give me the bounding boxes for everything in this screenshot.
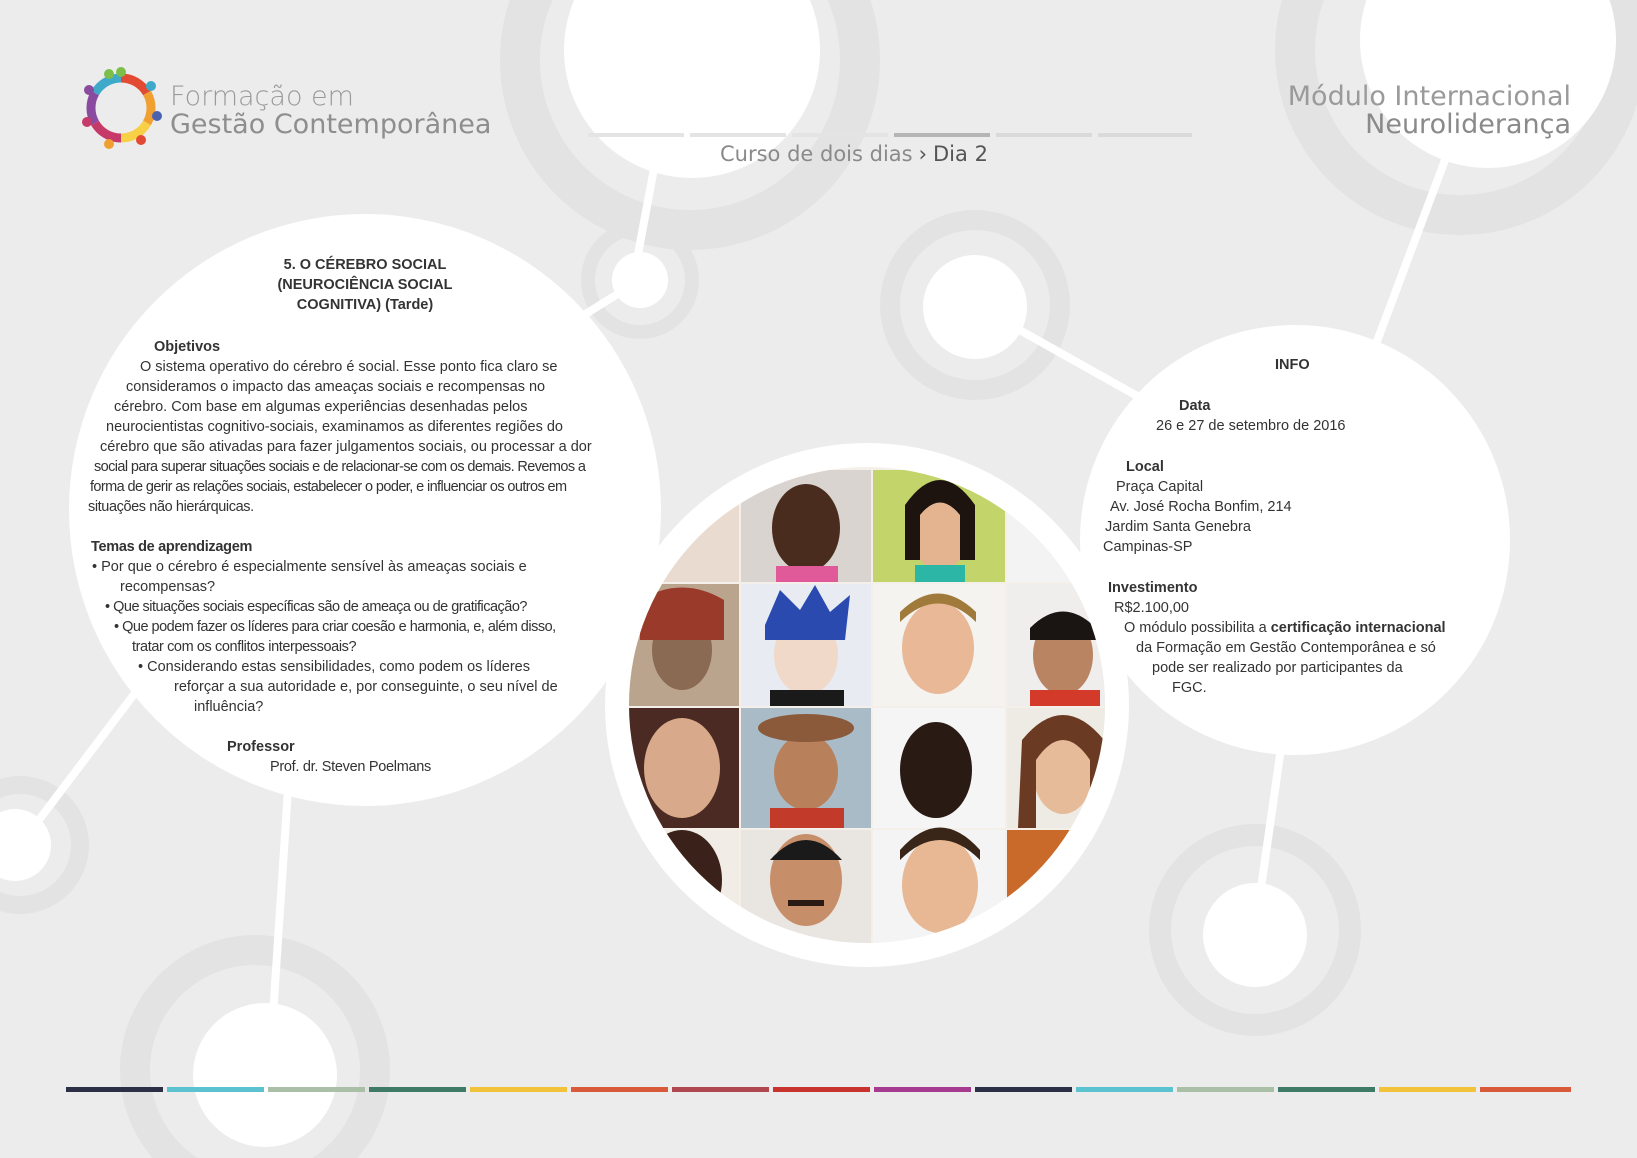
objectives-line: social para superar situações sociais e de relacionar-se com os demais. Revemos a (94, 459, 586, 475)
color-segment (874, 1087, 971, 1092)
topics-line: • Que situações sociais específicas são de ameaça ou de gratificação? (105, 599, 527, 615)
investment-value: R$2.100,00 (1114, 600, 1189, 616)
date-value: 26 e 27 de setembro de 2016 (1156, 418, 1346, 434)
color-segment (1177, 1087, 1274, 1092)
session-title-line: COGNITIVA) (Tarde) (296, 297, 434, 313)
color-segment (1379, 1087, 1476, 1092)
location-line: Av. José Rocha Bonfim, 214 (1110, 499, 1292, 515)
progress-segment (996, 133, 1092, 137)
module-line-2: Neuroliderança (1365, 109, 1571, 140)
session-title-line: (NEUROCIÊNCIA SOCIAL (277, 277, 453, 293)
objectives-line: forma de gerir as relações sociais, estabelecer o poder, e influenciar os outros em (90, 479, 567, 495)
brand-line-1: Formação em (170, 81, 354, 112)
topics-heading: Temas de aprendizagem (91, 539, 253, 555)
course-label: Curso de dois dias (720, 142, 913, 166)
objectives-line: consideramos o impacto das ameaças sociais e recompensas no (126, 379, 546, 395)
location-line: Jardim Santa Genebra (1105, 519, 1251, 535)
objectives-line: cérebro. Com base em algumas experiências desenhadas pelos (114, 399, 528, 415)
professor-name: Prof. dr. Steven Poelmans (270, 759, 431, 775)
module-line-1: Módulo Internacional (1287, 81, 1571, 112)
color-segment (268, 1087, 365, 1092)
investment-heading: Investimento (1108, 580, 1198, 596)
date-heading: Data (1179, 398, 1211, 414)
note-line: da Formação em Gestão Contemporânea e só (1136, 640, 1436, 656)
session-title-line: 5. O CÉREBRO SOCIAL (283, 257, 447, 273)
organization-logo-icon (82, 67, 162, 149)
topics-line: tratar com os conflitos interpessoais? (132, 639, 357, 655)
objectives-line: cérebro que são ativadas para fazer julgamentos sociais, ou processar a dor (100, 439, 592, 455)
progress-segment (792, 133, 888, 137)
color-segment (167, 1087, 264, 1092)
progress-segment (588, 133, 684, 137)
color-segment (1278, 1087, 1375, 1092)
course-day: Dia 2 (933, 142, 988, 166)
session-title (230, 255, 500, 315)
color-segment (66, 1087, 163, 1092)
color-segment (1076, 1087, 1173, 1092)
note-prefix: O módulo possibilita a (1124, 620, 1267, 636)
color-segment (975, 1087, 1072, 1092)
color-segment (369, 1087, 466, 1092)
info-heading: INFO (1275, 357, 1310, 373)
topics-line: • Considerando estas sensibilidades, como podem os líderes (138, 659, 530, 675)
location-line: Campinas-SP (1103, 539, 1193, 555)
topics-line: reforçar a sua autoridade e, por conseguinte, o seu nível de (174, 679, 558, 695)
progress-segment (690, 133, 786, 137)
certification-note (1124, 618, 1446, 638)
location-heading: Local (1126, 459, 1164, 475)
topics-line: influência? (194, 699, 264, 715)
note-line: FGC. (1172, 680, 1207, 696)
color-segment (773, 1087, 870, 1092)
color-segment (672, 1087, 769, 1092)
objectives-line: situações não hierárquicas. (88, 499, 254, 515)
objectives-line: O sistema operativo do cérebro é social. Esse ponto fica claro se (140, 359, 558, 375)
note-bold: certificação internacional (1270, 620, 1446, 636)
progress-segment-active (894, 133, 990, 137)
color-segment (470, 1087, 567, 1092)
location-line: Praça Capital (1116, 479, 1204, 495)
objectives-heading: Objetivos (154, 339, 221, 355)
objectives-line: neurocientistas cognitivo-sociais, examinamos as diferentes regiões do (106, 419, 563, 435)
topics-line: recompensas? (120, 579, 216, 595)
course-breadcrumb (720, 142, 988, 166)
color-segment (1480, 1087, 1571, 1092)
color-segment (571, 1087, 668, 1092)
progress-segment (1098, 133, 1192, 137)
professor-heading: Professor (227, 739, 295, 755)
note-line: pode ser realizado por participantes da (1152, 660, 1403, 676)
topics-line: • Que podem fazer os líderes para criar coesão e harmonia, e, além disso, (114, 619, 556, 635)
brand-line-2: Gestão Contemporânea (170, 109, 492, 140)
breadcrumb-separator: › (918, 142, 928, 166)
topics-line: • Por que o cérebro é especialmente sensível às ameaças sociais e (92, 559, 527, 575)
